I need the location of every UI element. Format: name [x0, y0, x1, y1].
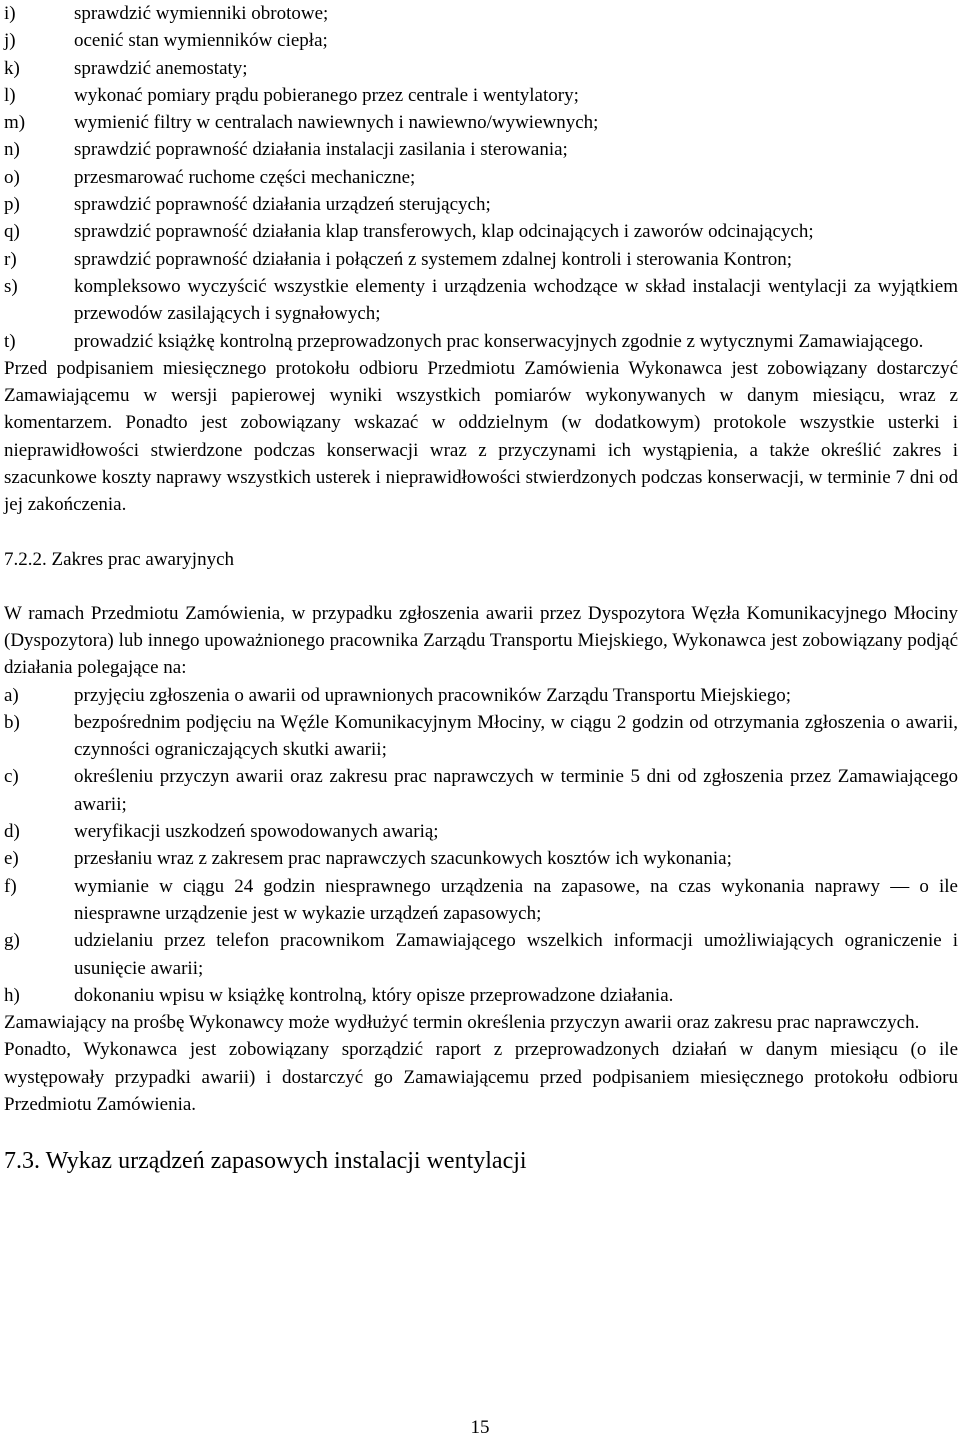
list-item: l) wykonać pomiary prądu pobieranego przez centrale i wentylatory; — [4, 84, 579, 106]
list-item: t) prowadzić książkę kontrolną przeprowadzonych prac konserwacyjnych zgodnie z wytycznymi Zamawiającego. — [4, 330, 924, 352]
spacer — [4, 1118, 958, 1145]
page-number: 15 — [470, 1417, 490, 1438]
list-item: g) udzielaniu przez telefon pracownikom Zamawiającego wszelkich informacji umożliwiających ograniczenie i usunięcie awarii; — [4, 930, 958, 979]
emergency-task-list — [4, 682, 958, 1010]
paragraph-monthly-report: Ponadto, Wykonawca jest zobowiązany sporządzić raport z przeprowadzonych działań w danym miesiącu (o ile występowały przypadki awarii) i dostarczyć go Zamawiającemu przed podpisaniem miesięcznego protokołu odbioru Przedmiotu Zamówienia. — [4, 1039, 958, 1115]
list-item: n) sprawdzić poprawność działania instalacji zasilania i sterowania; — [4, 139, 568, 161]
list-item: h) dokonaniu wpisu w książkę kontrolną, który opisze przeprowadzone działania. — [4, 984, 674, 1006]
list-item: a) przyjęciu zgłoszenia o awarii od uprawnionych pracowników Zarządu Transportu Miejskiego; — [4, 684, 792, 706]
list-item: q) sprawdzić poprawność działania klap transferowych, klap odcinających i zaworów odcinających; — [4, 221, 814, 243]
list-item: r) sprawdzić poprawność działania i połączeń z systemem zdalnej kontroli i sterowania Kontron; — [4, 248, 793, 270]
list-item: j) ocenić stan wymienników ciepła; — [4, 30, 328, 52]
spacer — [4, 573, 958, 600]
paragraph-emergency-intro: W ramach Przedmiotu Zamówienia, w przypadku zgłoszenia awarii przez Dyspozytora Węzła Komunikacyjnego Młociny (Dyspozytora) lub innego upoważnionego pracownika Zarządu Transportu Miejskiego, Wykonawca jest zobowiązany podjąć działania polegające na: — [4, 602, 958, 679]
paragraph-protocol: Przed podpisaniem miesięcznego protokołu odbioru Przedmiotu Zamówienia Wykonawca jest zobowiązany dostarczyć Zamawiającemu w wersji papierowej wyniki wszystkich pomiarów wykonywanych w danym miesiącu, wraz z komentarzem. Ponadto jest zobowiązany wskazać w oddzielnym (w dodatkowym) protokole wszystkie usterki i nieprawidłowości stwierdzone podczas konserwacji wraz z przyczynami ich wystąpienia, a także określić zakres i szacunkowe koszty naprawy wszystkich usterek i nieprawidłowości stwierdzonych podczas konserwacji, w terminie 7 dni od jej zakończenia. — [4, 357, 958, 516]
maintenance-task-list — [4, 0, 958, 355]
list-item: f) wymianie w ciągu 24 godzin niesprawnego urządzenia na zapasowe, na czas wykonania naprawy — o ile niesprawne urządzenie jest w wykazie urządzeń zapasowych; — [4, 875, 958, 924]
list-item: m) wymienić filtry w centralach nawiewnych i nawiewno/wywiewnych; — [4, 112, 599, 134]
paragraph-deadline-extension: Zamawiający na prośbę Wykonawcy może wydłużyć termin określenia przyczyn awarii oraz zakresu prac naprawczych. — [4, 1012, 920, 1034]
list-item: c) określeniu przyczyn awarii oraz zakresu prac naprawczych w terminie 5 dni od zgłoszenia przez Zamawiającego awarii; — [4, 766, 958, 815]
section-heading-73: 7.3. Wykaz urządzeń zapasowych instalacji wentylacji — [4, 1148, 527, 1175]
list-item: p) sprawdzić poprawność działania urządzeń sterujących; — [4, 194, 491, 216]
list-item: i) sprawdzić wymienniki obrotowe; — [4, 3, 329, 24]
spacer — [4, 519, 958, 546]
list-item: d) weryfikacji uszkodzeń spowodowanych awarią; — [4, 821, 439, 843]
section-heading-722: 7.2.2. Zakres prac awaryjnych — [4, 548, 235, 570]
list-item: o) przesmarować ruchome części mechaniczne; — [4, 166, 416, 188]
list-item: k) sprawdzić anemostaty; — [4, 57, 248, 79]
list-item: b) bezpośrednim podjęciu na Węźle Komunikacyjnym Młociny, w ciągu 2 godzin od otrzymania zgłoszenia o awarii, czynności ograniczających skutki awarii; — [4, 711, 958, 761]
list-item: s) kompleksowo wyczyścić wszystkie elementy i urządzenia wchodzące w skład instalacji wentylacji za wyjątkiem przewodów zasilających i sygnałowych; — [4, 275, 958, 325]
list-item: e) przesłaniu wraz z zakresem prac naprawczych szacunkowych kosztów ich wykonania; — [4, 848, 732, 870]
document-page — [4, 0, 958, 1177]
